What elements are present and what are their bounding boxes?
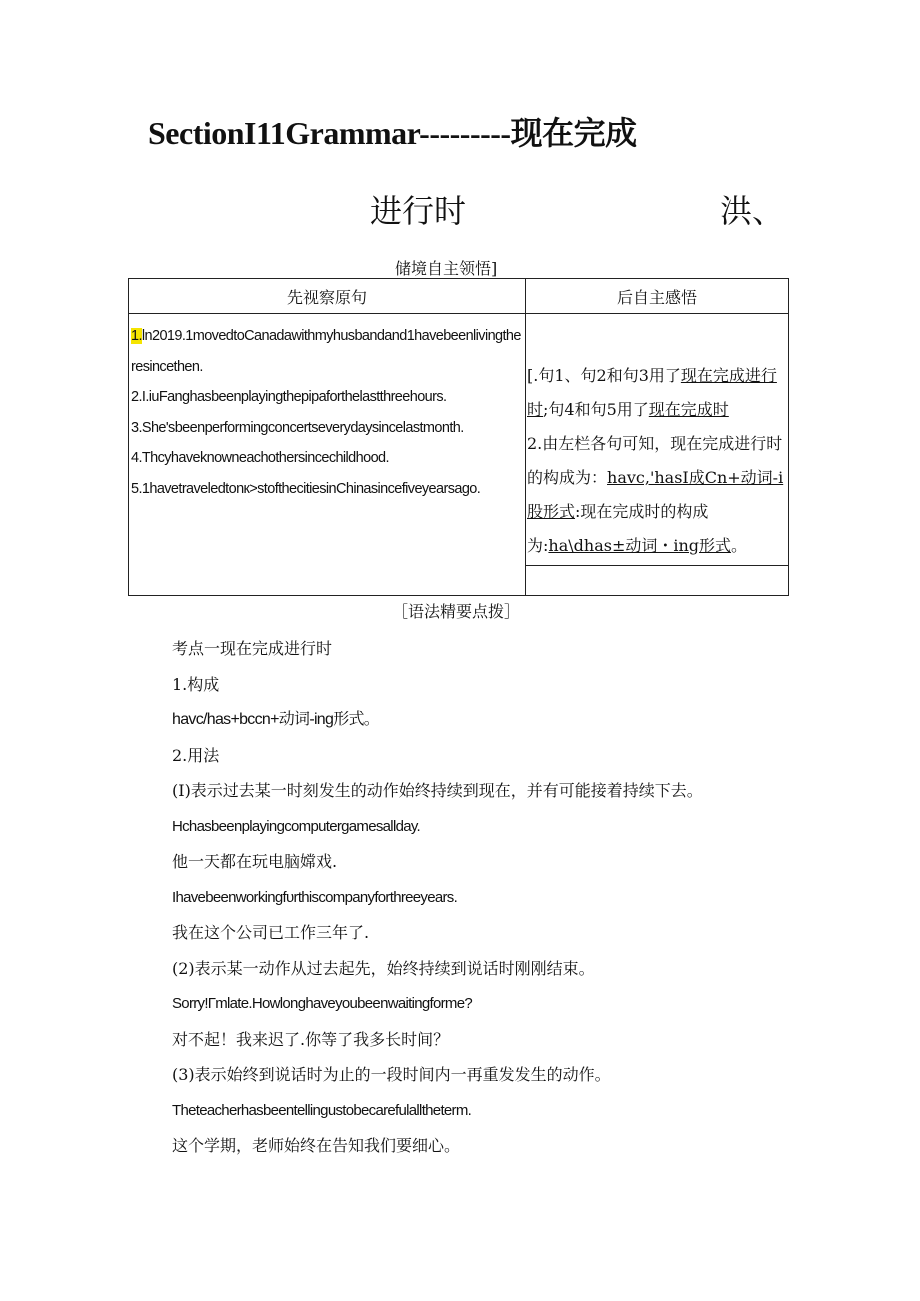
translation-line: 对不起！我来迟了.你等了我多长时间？ xyxy=(172,1029,450,1049)
comparison-table xyxy=(128,278,789,596)
note-line: (I)表示过去某一时刻发生的动作始终持续到现在，并有可能接着持续下去。 xyxy=(172,781,703,800)
note-line: havc/has+bccn+动词-ing形式。 xyxy=(172,711,380,728)
example-sentence-3: 3.She'sbeenperformingconcertseverydaysincelastmonth. xyxy=(131,419,464,436)
example-sentence-5: 5.1havetraveledtonк>stofthecitiesinChinasincefiveyearsago. xyxy=(131,480,481,497)
title-line-2: 进行时 xyxy=(370,192,467,230)
title-line-2-extra: 洪、 xyxy=(720,192,785,230)
section1-heading: 储境自主领悟] xyxy=(395,259,498,278)
example-line: Sorry!Гmlate.Howlonghaveyoubeenwaitingforme? xyxy=(172,995,472,1012)
reflection-notes xyxy=(527,359,789,563)
example-line: Theteacherhasbeentellingustobecarefulalltheterm. xyxy=(172,1101,472,1119)
example-line: Hchasbeenplayingcomputergamesallday. xyxy=(172,817,421,835)
example-sentence-1: 1.ln2019.1movedtoCanadawithmyhusbandand1havebeenlivingtheresincethen. xyxy=(131,328,521,375)
note-line: 2.用法 xyxy=(172,745,220,765)
example-sentence-4: 4.Thcyhaveknowneachothersincechildhood. xyxy=(131,450,389,466)
translation-line: 这个学期，老师始终在告知我们要细心。 xyxy=(172,1136,461,1155)
note-line: 1.构成 xyxy=(172,674,220,694)
grammar-notes xyxy=(172,631,812,1164)
note-line: (2)表示某一动作从过去起先，始终持续到说话时刚刚结束。 xyxy=(172,958,595,978)
table-divider xyxy=(525,279,526,595)
section2-heading: ［语法精要点拨］ xyxy=(392,602,521,621)
note-line: 考点一现在完成进行时 xyxy=(172,639,333,658)
title-line-1: SectionI11Grammar---------现在完成 xyxy=(148,115,637,151)
translation-line: 他一天都在玩电脑嫦戏. xyxy=(172,852,338,871)
table-header-left: 先视察原句 xyxy=(129,279,525,314)
example-line: Ihavebeenworkingfυrthiscompanyforthreeyears. xyxy=(172,888,458,906)
example-sentence-2: 2.I.iuFanghasbeenplayingthepipaforthelastthreehours. xyxy=(131,389,447,405)
translation-line: 我在这个公司已工作三年了. xyxy=(172,923,370,942)
right-cell-rule xyxy=(526,565,788,566)
reflection-note-2: 2.由左栏各句可知，现在完成进行时的构成为：havc,'hasI成Cn+动词-i股形式:现在完成时的构成为:ha\dhas±动词・ing形式。 xyxy=(527,434,784,555)
example-sentences xyxy=(131,321,523,504)
reflection-note-1: [.句1、句2和句3用了现在完成进行时;句4和句5用了现在完成时 xyxy=(527,366,777,419)
highlight-marker: 1. xyxy=(131,328,142,344)
table-header-right: 后自主感悟 xyxy=(526,279,788,314)
note-line: (3)表示始终到说话时为止的一段时间内一再重发发生的动作。 xyxy=(172,1065,611,1084)
